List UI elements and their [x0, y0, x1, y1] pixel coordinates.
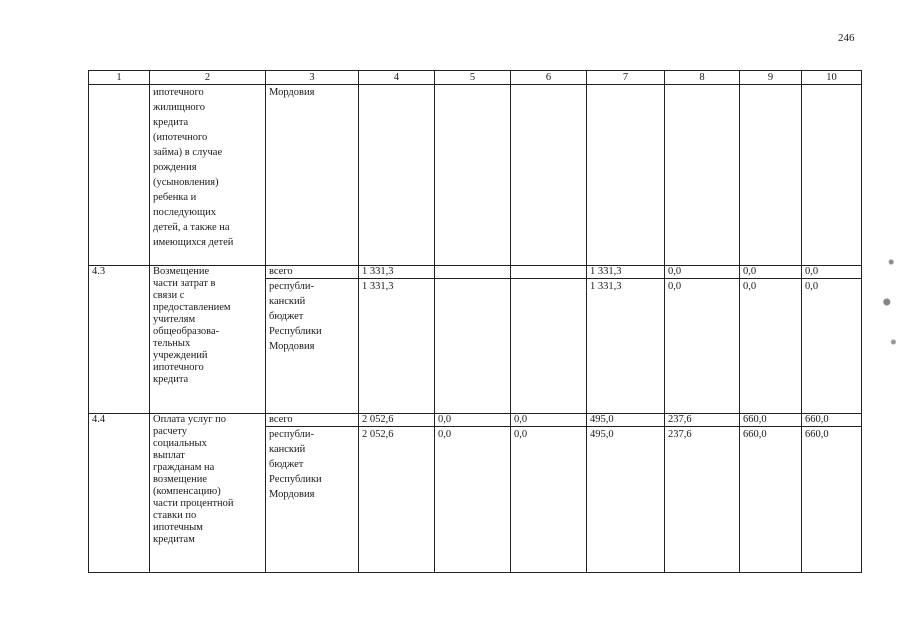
- header-cell: 6: [511, 71, 587, 85]
- source-line: республи-: [269, 281, 314, 292]
- page-number: 246: [838, 32, 855, 44]
- item-number: [89, 85, 150, 266]
- value-cell: [665, 85, 740, 266]
- description-line: кредита: [153, 374, 189, 385]
- header-cell: 7: [587, 71, 665, 85]
- value-cell: 0,0: [665, 279, 740, 414]
- description-line: (усыновления): [153, 177, 219, 188]
- funding-source: всего: [266, 414, 359, 427]
- value-cell: 495,0: [587, 414, 665, 427]
- source-line: канский: [269, 444, 306, 455]
- source-line: Мордовия: [269, 341, 315, 352]
- description-line: учителям: [153, 314, 196, 325]
- value-cell: 0,0: [802, 279, 862, 414]
- value-cell: 1 331,3: [359, 279, 435, 414]
- value-cell: 2 052,6: [359, 414, 435, 427]
- description-line: имеющихся детей: [153, 237, 234, 248]
- program-table: [88, 70, 862, 573]
- value-cell: 0,0: [802, 266, 862, 279]
- source-line: Мордовия: [269, 87, 315, 98]
- description-line: (ипотечного: [153, 132, 208, 143]
- description-line: ребенка и: [153, 192, 197, 203]
- value-cell: 660,0: [740, 414, 802, 427]
- description-line: выплат: [153, 450, 185, 461]
- value-cell: 0,0: [511, 414, 587, 427]
- item-description: [150, 85, 266, 266]
- value-cell: [435, 279, 511, 414]
- funding-source: всего: [266, 266, 359, 279]
- value-cell: [435, 266, 511, 279]
- value-cell: 237,6: [665, 414, 740, 427]
- source-line: бюджет: [269, 459, 304, 470]
- header-cell: 9: [740, 71, 802, 85]
- description-line: ипотечного: [153, 87, 204, 98]
- value-cell: 1 331,3: [587, 266, 665, 279]
- value-cell: [740, 85, 802, 266]
- description-line: кредитам: [153, 534, 195, 545]
- description-line: гражданам на: [153, 462, 215, 473]
- source-line: Республики: [269, 326, 322, 337]
- value-cell: [359, 85, 435, 266]
- header-cell: 4: [359, 71, 435, 85]
- value-cell: 2 052,6: [359, 427, 435, 573]
- header-cell: 8: [665, 71, 740, 85]
- value-cell: 1 331,3: [359, 266, 435, 279]
- description-line: возмещение: [153, 474, 208, 485]
- value-cell: 660,0: [802, 427, 862, 573]
- value-cell: 495,0: [587, 427, 665, 573]
- description-line: детей, а также на: [153, 222, 230, 233]
- value-cell: [802, 85, 862, 266]
- value-cell: 237,6: [665, 427, 740, 573]
- description-line: социальных: [153, 438, 207, 449]
- value-cell: 0,0: [665, 266, 740, 279]
- description-line: тельных: [153, 338, 191, 349]
- description-line: Оплата услуг по: [153, 414, 227, 425]
- value-cell: [511, 279, 587, 414]
- header-row: [89, 71, 862, 85]
- description-line: предоставлением: [153, 302, 231, 313]
- value-cell: 0,0: [435, 427, 511, 573]
- description-line: части процентной: [153, 498, 234, 509]
- item-description: [150, 414, 266, 573]
- description-line: займа) в случае: [153, 147, 223, 158]
- description-line: (компенсацию): [153, 486, 221, 497]
- source-line: республи-: [269, 429, 314, 440]
- item-number: 4.3: [89, 266, 150, 414]
- value-cell: [587, 85, 665, 266]
- funding-source: [266, 279, 359, 414]
- description-line: части затрат в: [153, 278, 216, 289]
- source-line: канский: [269, 296, 306, 307]
- value-cell: [435, 85, 511, 266]
- table-row: [89, 85, 862, 266]
- description-line: ипотечного: [153, 362, 204, 373]
- table-row: [89, 266, 862, 279]
- description-line: учреждений: [153, 350, 208, 361]
- value-cell: 660,0: [802, 414, 862, 427]
- header-cell: 10: [802, 71, 862, 85]
- value-cell: 1 331,3: [587, 279, 665, 414]
- header-cell: 2: [150, 71, 266, 85]
- scan-artifact: [878, 230, 900, 390]
- table-row: [89, 414, 862, 427]
- description-line: кредита: [153, 117, 189, 128]
- value-cell: 0,0: [435, 414, 511, 427]
- header-cell: 5: [435, 71, 511, 85]
- description-line: ипотечным: [153, 522, 203, 533]
- value-cell: 0,0: [511, 427, 587, 573]
- value-cell: [511, 85, 587, 266]
- description-line: общеобразова-: [153, 326, 220, 337]
- funding-source: [266, 85, 359, 266]
- description-line: жилищного: [153, 102, 205, 113]
- description-line: последующих: [153, 207, 216, 218]
- description-line: расчету: [153, 426, 188, 437]
- description-line: Возмещение: [153, 266, 210, 277]
- value-cell: 660,0: [740, 427, 802, 573]
- funding-source: [266, 427, 359, 573]
- source-line: бюджет: [269, 311, 304, 322]
- source-line: Республики: [269, 474, 322, 485]
- description-line: рождения: [153, 162, 197, 173]
- item-description: [150, 266, 266, 414]
- header-cell: 3: [266, 71, 359, 85]
- description-line: связи с: [153, 290, 185, 301]
- description-line: ставки по: [153, 510, 197, 521]
- value-cell: [511, 266, 587, 279]
- value-cell: 0,0: [740, 266, 802, 279]
- header-cell: 1: [89, 71, 150, 85]
- item-number: 4.4: [89, 414, 150, 573]
- value-cell: 0,0: [740, 279, 802, 414]
- source-line: Мордовия: [269, 489, 315, 500]
